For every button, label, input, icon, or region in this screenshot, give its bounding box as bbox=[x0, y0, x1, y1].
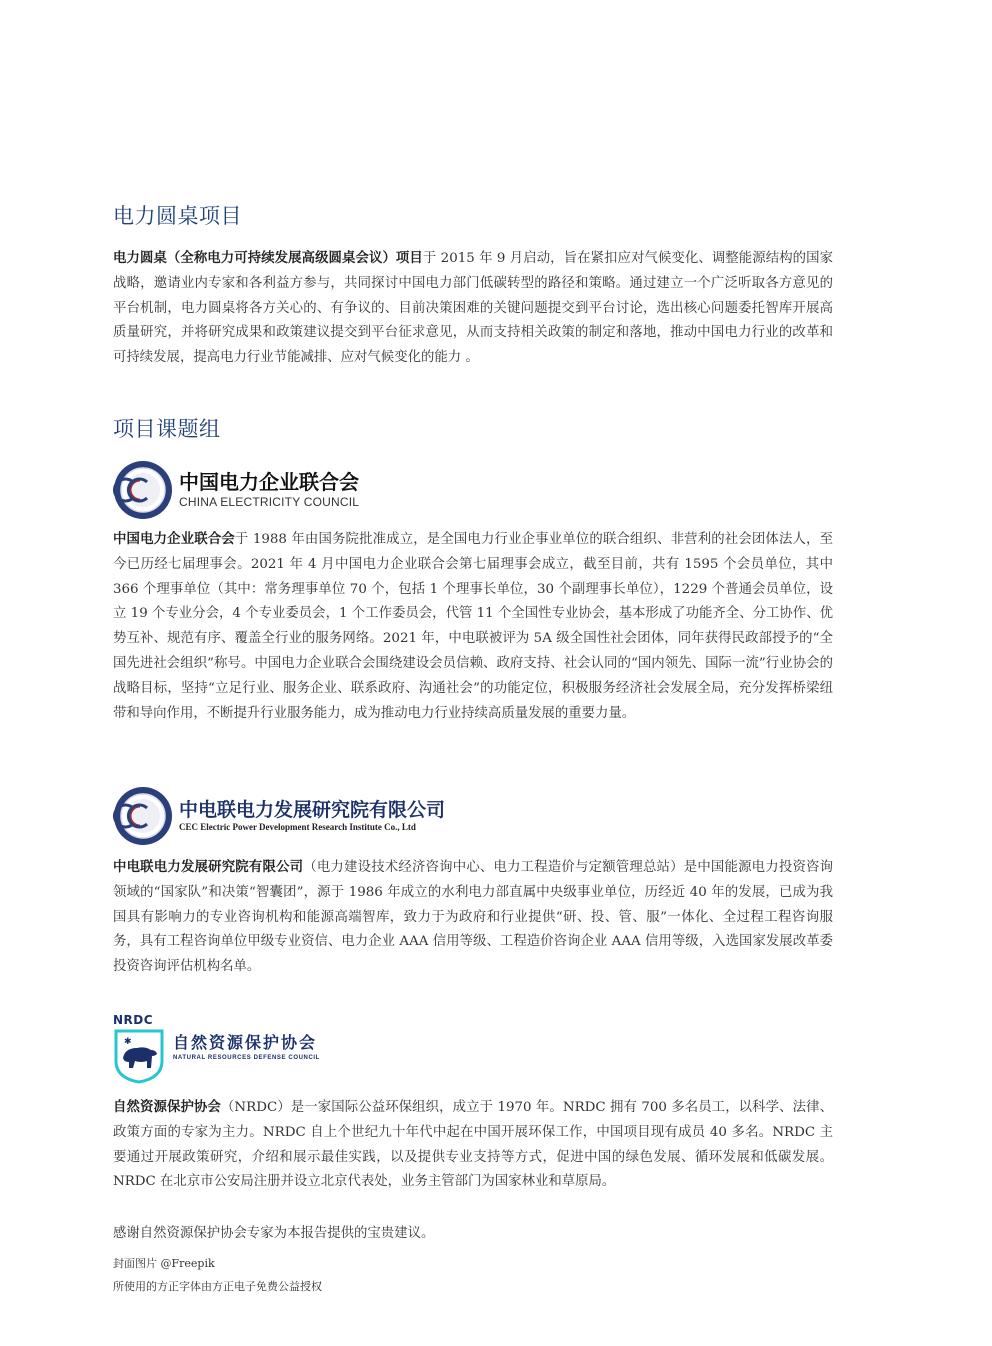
cecpd-lead: 中电联电力发展研究院有限公司 bbox=[113, 860, 304, 875]
cec-lead: 中国电力企业联合会 bbox=[113, 532, 235, 547]
cecpd-paragraph bbox=[113, 856, 833, 980]
nrdc-logo-abbr: NRDC bbox=[113, 1013, 154, 1027]
roundtable-paragraph bbox=[113, 247, 833, 371]
cecpd-logo bbox=[113, 786, 473, 844]
cec-paragraph bbox=[113, 528, 833, 726]
nrdc-logo-title: 自然资源保护协会 bbox=[173, 1033, 318, 1052]
cec-logo-title: 中国电力企业联合会 bbox=[179, 470, 359, 494]
nrdc-paragraph bbox=[113, 1096, 833, 1195]
nrdc-lead: 自然资源保护协会 bbox=[113, 1100, 221, 1115]
font-credit: 所使用的方正字体由方正电子免费公益授权 bbox=[113, 1280, 322, 1293]
section-title-project-team: 项目课题组 bbox=[113, 417, 221, 441]
cover-credit: 封面图片 @Freepik bbox=[113, 1257, 215, 1270]
nrdc-logo bbox=[113, 1013, 353, 1085]
cec-body: 于 1988 年由国务院批准成立，是全国电力行业企事业单位的联合组织、非营利的社会团体法人，至今已历经七届理事会。2021 年 4 月中国电力企业联合会第七届理事会成立，截至目前，共有 1595 个会员单位，其中 366 个理事单位（其中：常务理事单位 70 个，包括 1 个理事长单位，30 个副理事长单位），1229 个普通会员单位，设立 19 个专业分会，4 个专业委员会，1 个工作委员会，代管 11 个全国性专业协会，基本形成了功能齐全、分工协作、优势互补、规范有序、覆盖全行业的服务网络。2021 年，中电联被评为 5A 级全国性社会团体，同年获得民政部授予的“全国先进社会组织”称号。中国电力企业联合会围绕建设会员信赖、政府支持、社会认同的“国内领先、国际一流”行业协会的战略目标，坚持“立足行业、服务企业、联系政府、沟通社会”的功能定位，积极服务经济社会发展全局，充分发挥桥梁纽带和导向作用，不断提升行业服务能力，成为推动电力行业持续高质量发展的重要力量。 bbox=[113, 532, 833, 721]
nrdc-bear-shield-icon bbox=[113, 1028, 165, 1084]
roundtable-lead: 电力圆桌（全称电力可持续发展高级圆桌会议）项目 bbox=[113, 251, 423, 266]
section-title-roundtable: 电力圆桌项目 bbox=[113, 204, 242, 228]
cecpd-body: （电力建设技术经济咨询中心、电力工程造价与定额管理总站）是中国能源电力投资咨询领域的“国家队”和决策“智囊团”，源于 1986 年成立的水利电力部直属中央级事业单位，历经近 40 年的发展，已成为我国具有影响力的专业咨询机构和能源高端智库，致力于为政府和行业提供“研、投、管、服”一体化、全过程工程咨询服务，具有工程咨询单位甲级专业资信、电力企业 AAA 信用等级、工程造价咨询企业 AAA 信用等级，入选国家发展改革委投资咨询评估机构名单。 bbox=[113, 860, 834, 975]
svg-text:✱: ✱ bbox=[124, 1037, 132, 1047]
cec-logo bbox=[113, 460, 473, 518]
thanks-note: 感谢自然资源保护协会专家为本报告提供的宝贵建议。 bbox=[113, 1226, 435, 1241]
nrdc-body: （NRDC）是一家国际公益环保组织，成立于 1970 年。NRDC 拥有 700 多名员工，以科学、法律、政策方面的专家为主力。NRDC 自上个世纪九十年代中起在中国开展环保工作，中国项目现有成员 40 多名。NRDC 主要通过开展政策研究，介绍和展示最佳实践，以及提供专业支持等方式，促进中国的绿色发展、循环发展和低碳发展。NRDC 在北京市公安局注册并设立北京代表处，业务主管部门为国家林业和草原局。 bbox=[113, 1100, 834, 1190]
cecpd-logo-subtitle: CEC Electric Power Development Research Institute Co., Ltd bbox=[179, 822, 416, 832]
cec-logo-subtitle: CHINA ELECTRICITY COUNCIL bbox=[179, 495, 360, 509]
cec-seal-icon bbox=[113, 460, 173, 520]
cecpd-seal-icon bbox=[113, 786, 173, 846]
nrdc-logo-subtitle: NATURAL RESOURCES DEFENSE COUNCIL bbox=[173, 1055, 320, 1061]
roundtable-body: 于 2015 年 9 月启动，旨在紧扣应对气候变化、调整能源结构的国家战略，邀请业内专家和各利益方参与，共同探讨中国电力部门低碳转型的路径和策略。通过建立一个广泛听取各方意见的平台机制，电力圆桌将各方关心的、有争议的、目前决策困难的关键问题提交到平台讨论，选出核心问题委托智库开展高质量研究，并将研究成果和政策建议提交到平台征求意见，从而支持相关政策的制定和落地，推动中国电力行业的改革和可持续发展，提高电力行业节能减排、应对气候变化的能力 。 bbox=[113, 251, 833, 366]
cecpd-logo-title: 中电联电力发展研究院有限公司 bbox=[179, 799, 446, 821]
